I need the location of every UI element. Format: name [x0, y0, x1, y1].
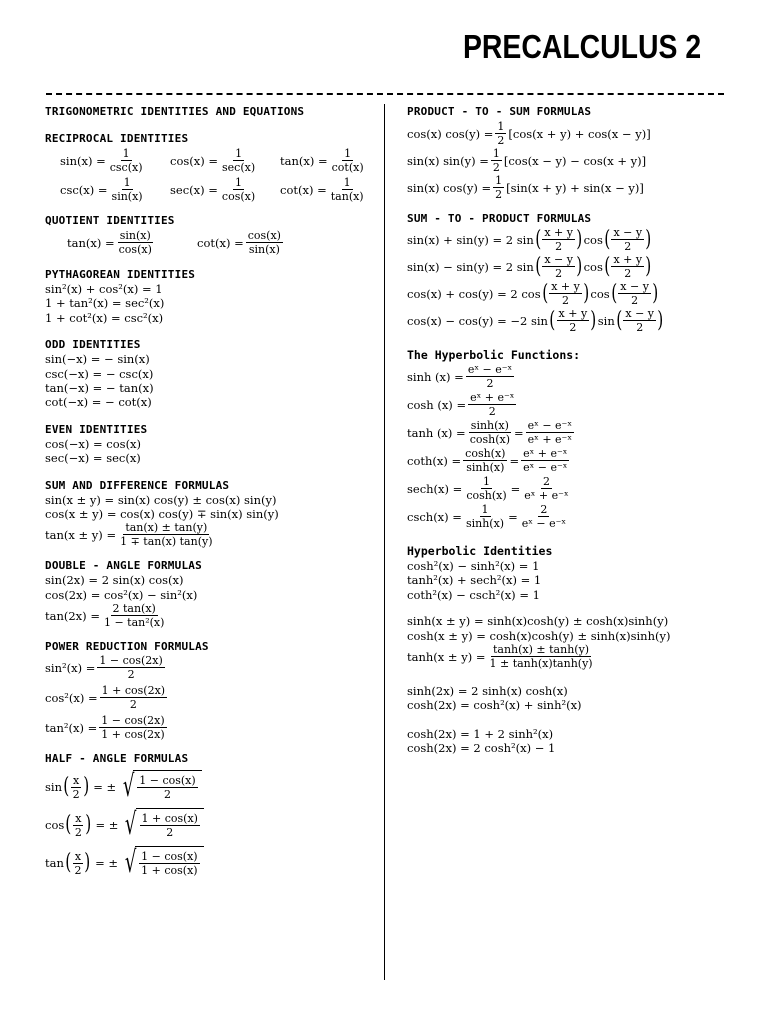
left-paren: ( [616, 307, 623, 333]
eq-label: cot(x) = [280, 182, 327, 197]
numerator: eˣ − e⁻ˣ [467, 363, 513, 376]
hyperid-tanh [407, 643, 737, 670]
denominator: 1 − tan²(x) [103, 616, 165, 630]
hyper-item [407, 447, 737, 474]
power-item [45, 654, 380, 681]
right-paren: ) [84, 850, 91, 876]
hyperid-line: sinh(x ± y) = sinh(x)cosh(y) ± cosh(x)sinh(y) [407, 614, 669, 629]
eq-label: tan(x ± y) = [45, 527, 117, 542]
eq-fn: sin [597, 313, 615, 328]
eq-label: sin(x) + sin(y) = 2 sin [407, 232, 534, 247]
numerator: tanh(x) ± tanh(y) [492, 643, 590, 657]
denominator: cot(x) [331, 161, 364, 174]
sumdiff-line: sin(x ± y) = sin(x) cos(y) ± cos(x) sin(y) [45, 492, 277, 507]
denominator: 2 [486, 377, 494, 390]
page-title: PRECALCULUS 2 [463, 28, 702, 65]
eq-label: cosh (x) = [407, 397, 467, 412]
denominator: cos(x) [221, 190, 256, 203]
odd-line: csc(−x) = − csc(x) [45, 366, 154, 381]
eq-sign: = [509, 453, 520, 468]
eq-label: sin(x) cos(y) = [407, 180, 492, 195]
right-paren: ) [645, 226, 652, 252]
half-item [45, 808, 380, 842]
numerator: 1 − cos(x) [141, 850, 198, 864]
left-paren: ( [65, 850, 72, 876]
numerator: 1 − cos(x) [139, 774, 196, 788]
denominator: sinh(x) [465, 517, 505, 530]
left-paren: ( [604, 226, 611, 252]
denominator: sin(x) [248, 243, 280, 256]
product-item [407, 120, 737, 147]
numerator: 1 + cos(2x) [101, 684, 166, 698]
left-paren: ( [65, 812, 72, 838]
sumdiff-tan [45, 521, 380, 548]
hyperid-line: coth²(x) − csch²(x) = 1 [407, 587, 540, 602]
numerator: x − y [625, 307, 655, 320]
numerator: x − y [613, 226, 643, 239]
denominator: 1 + cos(2x) [101, 728, 165, 742]
denominator: 2 [631, 294, 639, 307]
even-header: EVEN IDENTITIES [45, 422, 148, 436]
product-item [407, 147, 737, 174]
numerator: 2 [540, 503, 548, 516]
numerator: 1 [235, 176, 243, 189]
denominator: 2 [497, 134, 505, 147]
eq-label: sin(x) = [60, 153, 106, 168]
denominator: 2 [562, 294, 569, 307]
denominator: 2 [163, 788, 171, 802]
denominator: 2 [127, 668, 135, 682]
denominator: 2 [74, 825, 82, 839]
numerator: 1 [343, 176, 351, 189]
numerator: sin(x) [119, 229, 151, 242]
odd-line: sin(−x) = − sin(x) [45, 352, 150, 367]
double-line: cos(2x) = cos²(x) − sin²(x) [45, 587, 198, 602]
hyperid-line: tanh²(x) + sech²(x) = 1 [407, 573, 542, 588]
eq-fn: cos [583, 259, 603, 274]
denominator: 2 [636, 321, 644, 334]
left-paren: ( [535, 253, 542, 279]
eq-sign: = [508, 509, 518, 524]
eq-sign: = ± [93, 780, 117, 795]
numerator: 1 [235, 147, 243, 160]
pythagorean-line: sin²(x) + cos²(x) = 1 [45, 282, 163, 296]
numerator: 1 [497, 120, 505, 133]
left-paren: ( [535, 226, 542, 252]
denominator: 2 [129, 698, 137, 712]
denominator: 2 [488, 405, 496, 418]
eq-label: tanh (x) = [407, 425, 466, 440]
even-line: cos(−x) = cos(x) [45, 436, 142, 451]
double-line: sin(2x) = 2 sin(x) cos(x) [45, 573, 184, 588]
denominator: 1 + cos(x) [141, 864, 198, 878]
sumdiff-line: cos(x ± y) = cos(x) cos(y) ∓ sin(x) sin(y) [45, 507, 279, 522]
numerator: x − y [544, 253, 573, 266]
left-paren: ( [549, 307, 556, 333]
numerator: 1 [344, 147, 352, 160]
main-section-header: TRIGONOMETRIC IDENTITIES AND EQUATIONS [45, 105, 305, 118]
hyper-item [407, 391, 737, 418]
denominator: cosh(x) [469, 433, 511, 446]
sum-item [407, 226, 737, 253]
product-item [407, 174, 737, 201]
reciprocal-row-1 [60, 147, 380, 174]
right-paren: ) [82, 774, 89, 800]
eq-label: tan(x) = [67, 235, 115, 250]
numerator: x [75, 811, 82, 825]
eq-sign: = ± [95, 818, 119, 833]
eq-fn: cos [590, 286, 610, 301]
eq-sign: = [514, 425, 524, 440]
denominator: 2 [166, 826, 174, 840]
denominator: sec(x) [222, 161, 256, 174]
eq-label: tan²(x) = [45, 720, 98, 735]
numerator: x + y [558, 307, 588, 320]
hyper-item [407, 419, 737, 446]
left-paren: ( [604, 253, 611, 279]
eq-label: sech(x) = [407, 481, 463, 496]
right-paren: ) [652, 280, 659, 306]
numerator: cosh(x) [465, 447, 506, 460]
eq-label: sec(x) = [170, 182, 218, 197]
left-paren: ( [541, 280, 548, 306]
denominator: 2 [72, 787, 80, 801]
radical-icon: √ [122, 769, 135, 805]
hyperid-line: cosh(2x) = 2 cosh²(x) − 1 [407, 741, 556, 756]
pythagorean-line: 1 + cot²(x) = csc²(x) [45, 310, 164, 325]
numerator: 1 [481, 503, 489, 516]
right-paren: ) [576, 226, 583, 252]
eq-label: sin²(x) = [45, 660, 96, 675]
sqrt [121, 846, 204, 880]
pythagorean-line: 1 + tan²(x) = sec²(x) [45, 296, 165, 311]
hyperid-line: cosh²(x) − sinh²(x) = 1 [407, 559, 540, 573]
numerator: 1 − cos(2x) [99, 654, 163, 668]
denominator: 2 [555, 267, 563, 280]
eq-sign: = ± [95, 856, 119, 871]
numerator: cos(x) [247, 229, 281, 242]
eq-label: cos [45, 818, 65, 833]
half-item [45, 770, 380, 804]
eq-label: cos(x) − cos(y) = −2 sin [407, 313, 548, 328]
denominator: 1 ∓ tan(x) tan(y) [120, 535, 213, 549]
eq-label: cot(x) = [197, 235, 244, 250]
denominator: csc(x) [109, 161, 143, 174]
hyperid-line: cosh(2x) = 1 + 2 sinh²(x) [407, 726, 554, 741]
quotient-row [67, 229, 380, 256]
numerator: sinh(x) [470, 419, 509, 432]
even-line: sec(−x) = sec(x) [45, 451, 141, 466]
reciprocal-header: RECIPROCAL IDENTITIES [45, 132, 189, 145]
numerator: 1 [122, 147, 130, 160]
sum-item [407, 280, 737, 307]
eq-label: tan [45, 856, 64, 871]
sum-header: SUM - TO - PRODUCT FORMULAS [407, 212, 592, 225]
numerator: x [72, 773, 80, 787]
right-paren: ) [590, 307, 597, 333]
denominator: eˣ − e⁻ˣ [523, 461, 568, 474]
numerator: 2 tan(x) [112, 602, 156, 616]
numerator: 1 [482, 475, 490, 488]
denominator: eˣ + e⁻ˣ [527, 433, 573, 446]
numerator: 1 [123, 176, 131, 189]
numerator: 1 − cos(2x) [101, 714, 165, 728]
eq-sign: = [510, 481, 521, 496]
right-paren: ) [576, 253, 583, 279]
odd-line: tan(−x) = − tan(x) [45, 381, 154, 396]
numerator: x + y [613, 253, 643, 266]
right-column [407, 104, 737, 756]
eq-label: sin(x) − sin(y) = 2 sin [407, 259, 534, 274]
eq-label: sin [45, 780, 62, 795]
power-header: POWER REDUCTION FORMULAS [45, 640, 209, 654]
denominator: 2 [624, 267, 632, 280]
denominator: 2 [555, 240, 563, 253]
power-item [45, 684, 380, 711]
pythagorean-header: PYTHAGOREAN IDENTITIES [45, 268, 196, 281]
eq-label: cos(x) + cos(y) = 2 cos [407, 286, 541, 301]
denominator: 2 [495, 188, 503, 201]
sum-item [407, 253, 737, 280]
numerator: x − y [620, 280, 649, 293]
eq-rhs: [cos(x − y) − cos(x + y)] [503, 153, 647, 168]
denominator: sinh(x) [466, 461, 505, 474]
odd-header: ODD IDENTITIES [45, 338, 141, 352]
numerator: eˣ + e⁻ˣ [470, 391, 515, 404]
eq-label: tanh(x ± y) = [407, 649, 486, 664]
eq-fn: cos [583, 232, 603, 247]
numerator: tan(x) ± tan(y) [125, 521, 208, 535]
quotient-header: QUOTIENT IDENTITIES [45, 214, 175, 227]
numerator: eˣ − e⁻ˣ [527, 419, 573, 432]
hyper-item [407, 475, 737, 502]
eq-label: csch(x) = [407, 509, 462, 524]
sqrt [121, 808, 204, 842]
hyper-item [407, 363, 737, 390]
double-tan [45, 602, 380, 629]
eq-label: cos(x) = [170, 153, 219, 168]
eq-rhs: [sin(x + y) + sin(x − y)] [506, 180, 644, 195]
numerator: 2 [542, 475, 550, 488]
eq-label: tan(2x) = [45, 608, 100, 623]
denominator: eˣ + e⁻ˣ [524, 489, 569, 502]
left-paren: ( [610, 280, 618, 306]
sqrt [119, 770, 202, 804]
eq-label: csc(x) = [60, 182, 108, 197]
denominator: 2 [624, 240, 632, 253]
hyperbolic-header: The Hyperbolic Functions: [407, 348, 581, 362]
power-item [45, 714, 380, 741]
left-paren: ( [63, 774, 70, 800]
hyperid-line: cosh(x ± y) = cosh(x)cosh(y) ± sinh(x)sinh(y) [407, 628, 671, 643]
eq-label: sinh (x) = [407, 369, 464, 384]
denominator: tan(x) [330, 190, 364, 203]
sum-item [407, 307, 737, 334]
right-paren: ) [583, 280, 590, 306]
hyper-item [407, 503, 737, 530]
double-header: DOUBLE - ANGLE FORMULAS [45, 559, 202, 573]
hyperid-line: sinh(2x) = 2 sinh(x) cosh(x) [407, 684, 568, 699]
numerator: 1 + cos(x) [141, 812, 198, 826]
odd-line: cot(−x) = − cot(x) [45, 395, 152, 410]
hyperbolic-identities-header: Hyperbolic Identities [407, 544, 553, 558]
sumdiff-header: SUM AND DIFFERENCE FORMULAS [45, 478, 230, 492]
denominator: 2 [74, 863, 82, 877]
reciprocal-row-2 [60, 176, 380, 203]
denominator: 2 [569, 321, 577, 334]
half-header: HALF - ANGLE FORMULAS [45, 752, 189, 766]
eq-label: coth(x) = [407, 453, 462, 468]
numerator: x + y [544, 226, 573, 239]
radical-icon: √ [125, 807, 137, 843]
denominator: 2 [492, 161, 500, 174]
denominator: eˣ − e⁻ˣ [521, 517, 567, 530]
eq-label: tan(x) = [280, 153, 328, 168]
eq-label: cos²(x) = [45, 690, 98, 705]
right-paren: ) [645, 253, 652, 279]
half-item [45, 846, 380, 880]
numerator: 1 [492, 147, 500, 160]
eq-label: cos(x) cos(y) = [407, 126, 494, 141]
hyperid-line: cosh(2x) = cosh²(x) + sinh²(x) [407, 698, 582, 713]
numerator: 1 [495, 174, 503, 187]
product-header: PRODUCT - TO - SUM FORMULAS [407, 105, 592, 118]
denominator: sin(x) [111, 190, 143, 203]
denominator: cosh(x) [466, 489, 507, 502]
dashed-divider [46, 93, 724, 95]
denominator: 1 ± tanh(x)tanh(y) [489, 657, 593, 671]
radical-icon: √ [124, 845, 137, 881]
eq-label: sin(x) sin(y) = [407, 153, 489, 168]
right-paren: ) [85, 812, 92, 838]
numerator: x + y [551, 280, 580, 293]
column-divider [384, 104, 385, 980]
left-column [45, 104, 380, 880]
numerator: eˣ + e⁻ˣ [523, 447, 568, 460]
eq-rhs: [cos(x + y) + cos(x − y)] [508, 126, 651, 141]
right-paren: ) [657, 307, 664, 333]
numerator: x [74, 849, 82, 863]
denominator: cos(x) [118, 243, 152, 256]
